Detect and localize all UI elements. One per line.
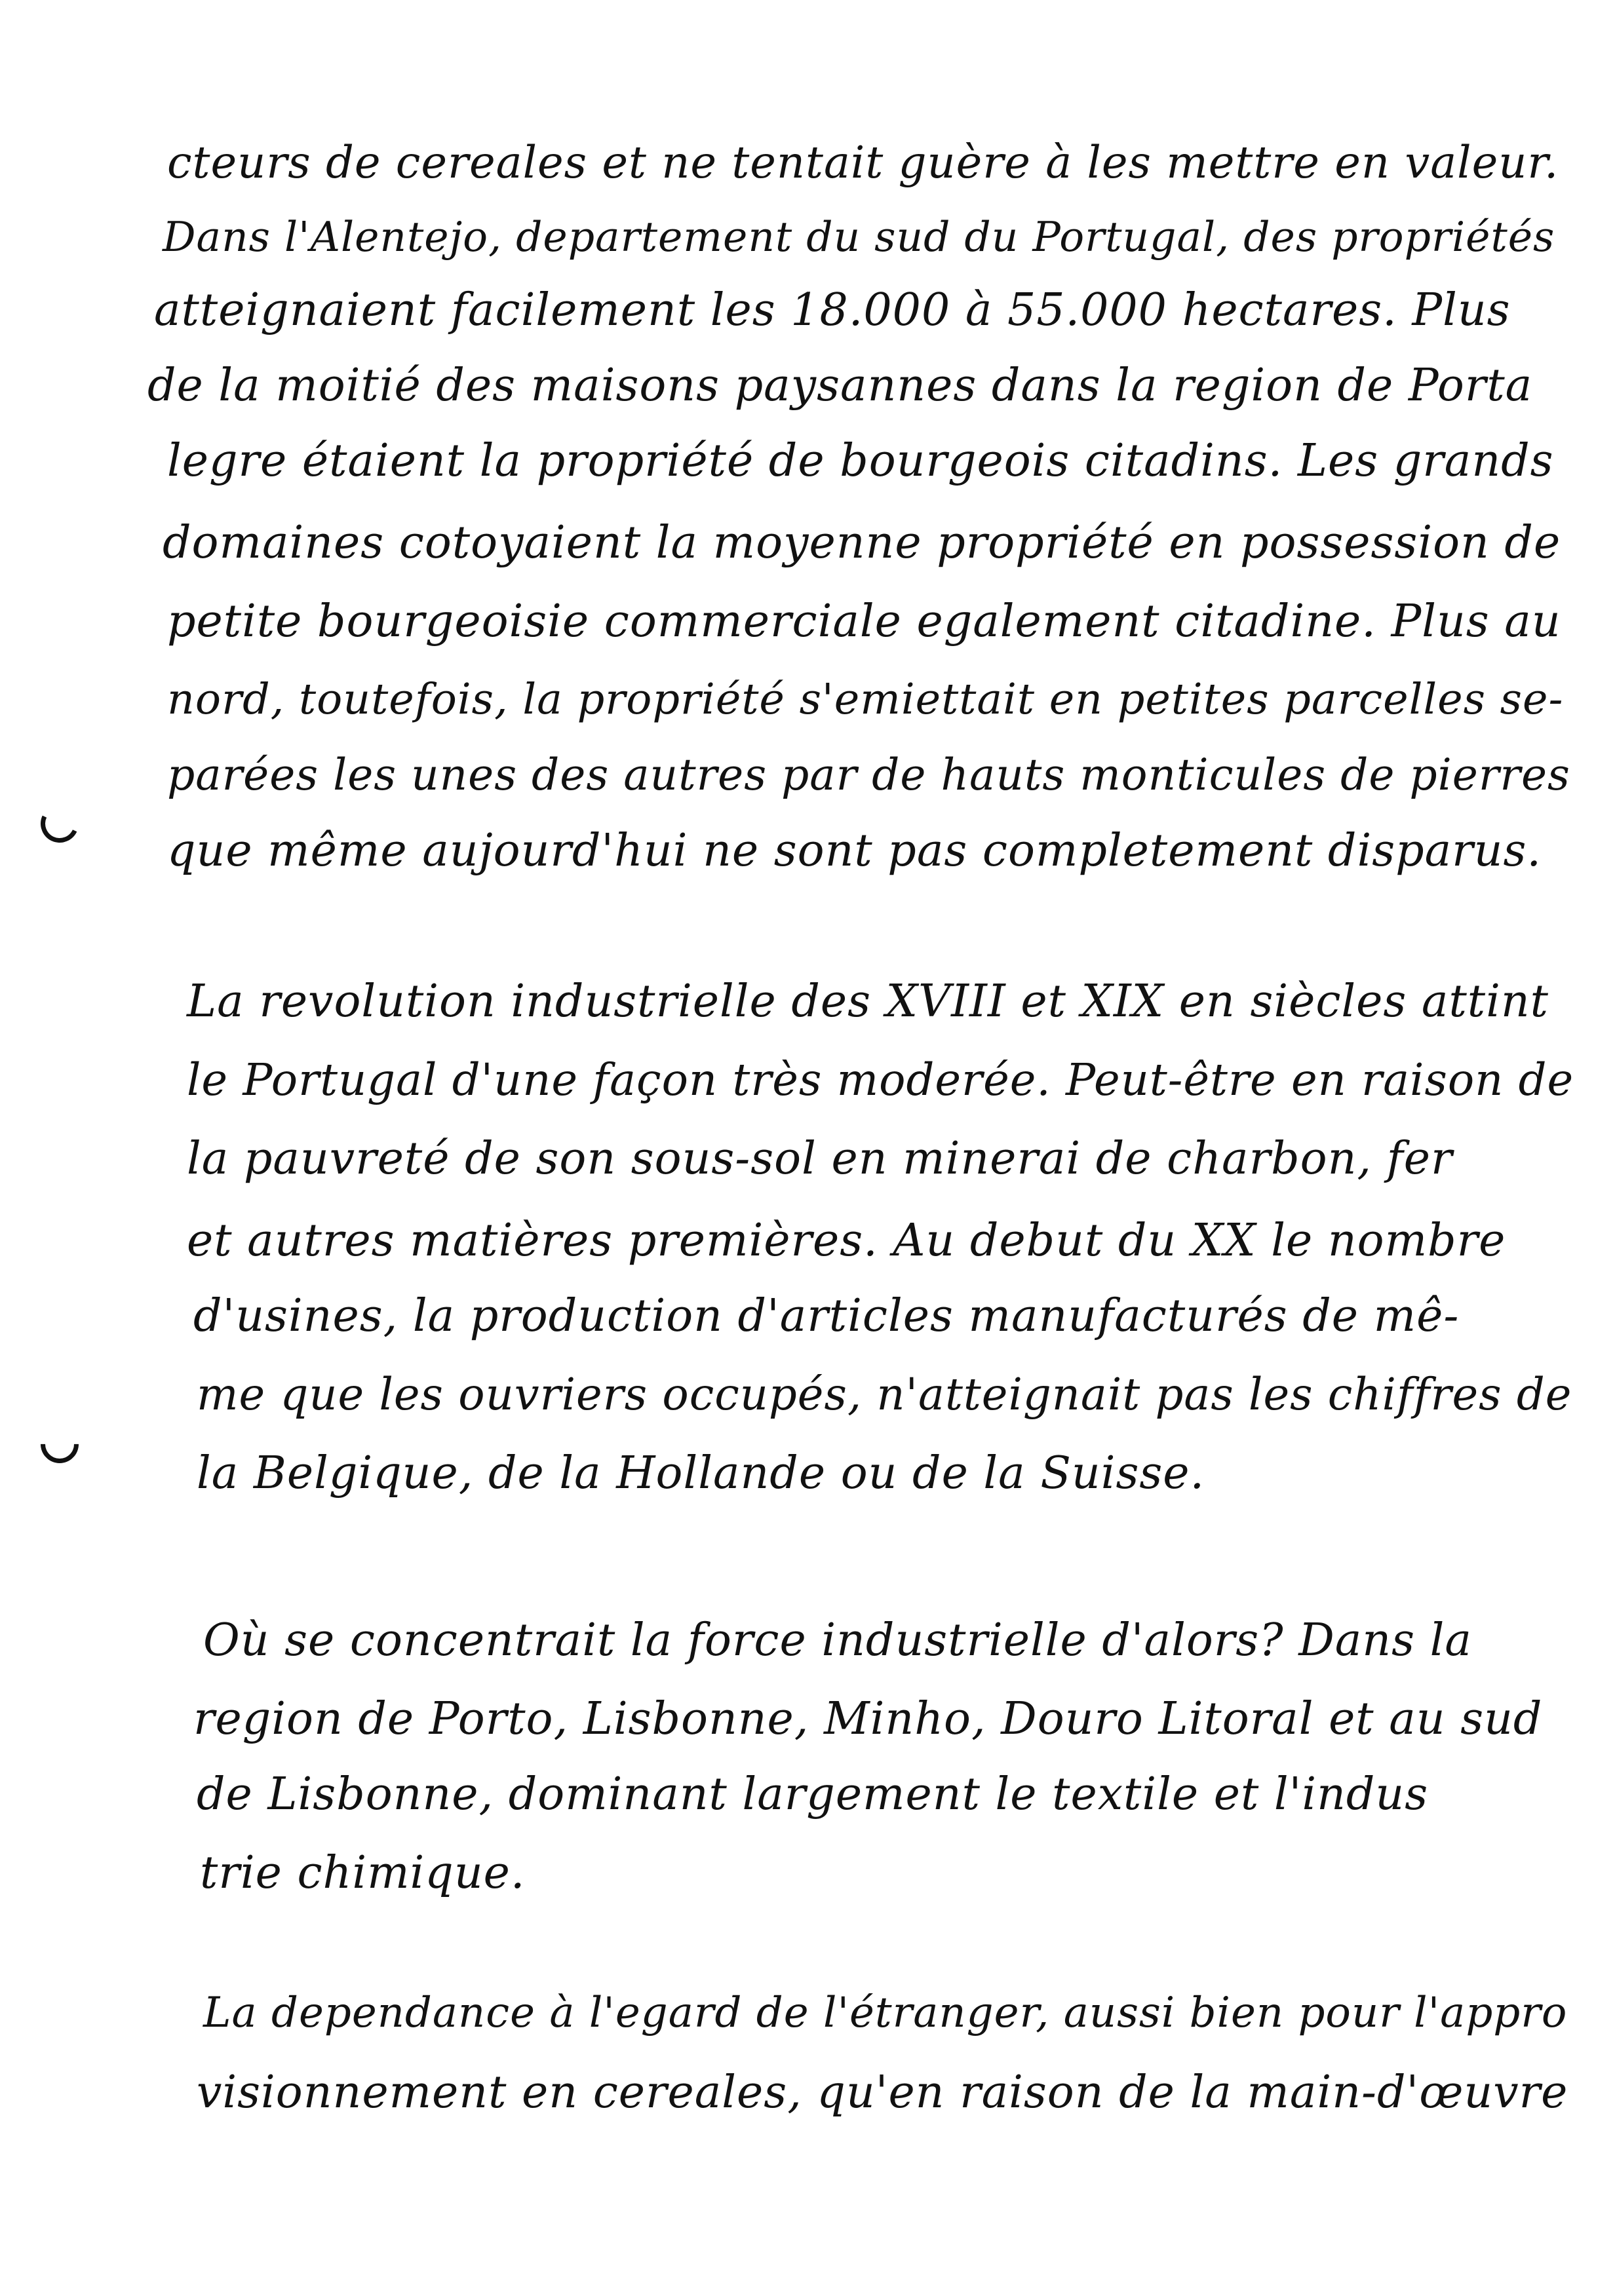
- text-line: domaines cotoyaient la moyenne propriété en possession de: [163, 517, 1561, 569]
- margin-mark: [33, 1417, 87, 1471]
- text-line: petite bourgeoisie commerciale egalement citadine. Plus au: [167, 596, 1561, 647]
- text-line: trie chimique.: [200, 1847, 526, 1899]
- text-line: de la moitié des maisons paysannes dans la region de Porta: [147, 360, 1533, 411]
- text-line: atteignaient facilement les 18.000 à 55.000 hectares. Plus: [154, 284, 1511, 336]
- text-line: me que les ouvriers occupés, n'atteignait pas les chiffres de: [197, 1369, 1572, 1420]
- text-line: visionnement en cereales, qu'en raison de la main-d'œuvre: [197, 2067, 1568, 2118]
- text-line: la Belgique, de la Hollande ou de la Suisse.: [197, 1447, 1205, 1499]
- text-line: cteurs de cereales et ne tentait guère à les mettre en valeur.: [167, 137, 1559, 188]
- text-line: que même aujourd'hui ne sont pas completement disparus.: [167, 825, 1542, 877]
- text-line: de Lisbonne, dominant largement le textile et l'indus: [197, 1769, 1429, 1820]
- text-line: nord, toutefois, la propriété s'emiettait en petites parcelles se-: [167, 675, 1564, 724]
- text-line: La revolution industrielle des XVIII et XIX en siècles attint: [187, 976, 1549, 1027]
- text-line: parées les unes des autres par de hauts monticules de pierres: [167, 750, 1570, 800]
- text-line: la pauvreté de son sous-sol en minerai de charbon, fer: [187, 1133, 1453, 1185]
- text-line: Où se concentrait la force industrielle d'alors? Dans la: [203, 1615, 1472, 1666]
- margin-mark: [35, 799, 84, 848]
- text-line: region de Porto, Lisbonne, Minho, Douro Litoral et au sud: [193, 1693, 1543, 1745]
- text-line: et autres matières premières. Au debut du XX le nombre: [187, 1215, 1506, 1267]
- text-line: le Portugal d'une façon très moderée. Peut-être en raison de: [187, 1054, 1574, 1105]
- text-line: d'usines, la production d'articles manufacturés de mê-: [193, 1290, 1460, 1342]
- text-line: Dans l'Alentejo, departement du sud du Portugal, des propriétés: [163, 213, 1555, 261]
- text-line: legre étaient la propriété de bourgeois citadins. Les grands: [167, 435, 1554, 487]
- text-line: La dependance à l'egard de l'étranger, aussi bien pour l'appro: [203, 1989, 1568, 2037]
